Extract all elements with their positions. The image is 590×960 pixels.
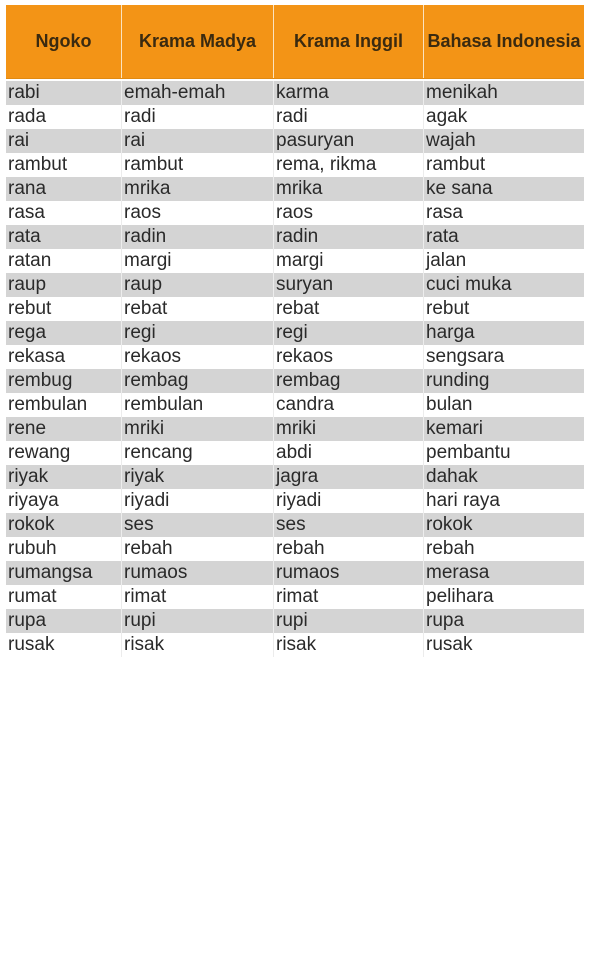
krama-madya-cell: risak xyxy=(122,633,274,657)
krama-madya-cell: rupi xyxy=(122,609,274,633)
bahasa-indonesia-cell: menikah xyxy=(426,82,498,103)
ngoko-cell: rega xyxy=(6,321,122,345)
bahasa-indonesia-cell: rokok xyxy=(426,514,473,535)
bahasa-indonesia-cell: rambut xyxy=(426,154,486,175)
bahasa-indonesia-cell: dahak xyxy=(426,466,478,487)
ngoko-cell: rembug xyxy=(6,369,122,393)
krama-inggil-cell: ses xyxy=(274,513,424,537)
table-row xyxy=(6,153,584,177)
bahasa-indonesia-cell: rusak xyxy=(426,634,473,655)
krama-madya-cell: rimat xyxy=(122,585,274,609)
bahasa-indonesia-cell: harga xyxy=(426,322,475,343)
bahasa-indonesia-cell: ke sana xyxy=(426,178,493,199)
krama-madya-cell: rebah xyxy=(122,537,274,561)
krama-inggil-cell: risak xyxy=(274,633,424,657)
ngoko-cell: rebut xyxy=(6,297,122,321)
krama-inggil-cell: abdi xyxy=(274,441,424,465)
krama-inggil-cell: rekaos xyxy=(274,345,424,369)
krama-inggil-cell: jagra xyxy=(274,465,424,489)
bahasa-indonesia-cell: merasa xyxy=(426,562,490,583)
table-row xyxy=(6,129,584,153)
bahasa-indonesia-cell: pembantu xyxy=(426,442,511,463)
krama-inggil-cell: riyadi xyxy=(274,489,424,513)
krama-inggil-cell: margi xyxy=(274,249,424,273)
header-bahasa-indonesia: Bahasa Indonesia xyxy=(427,31,581,51)
table-row xyxy=(6,321,584,345)
krama-madya-cell: rembag xyxy=(122,369,274,393)
bahasa-indonesia-cell: hari raya xyxy=(426,490,500,511)
krama-madya-cell: rai xyxy=(122,129,274,153)
krama-madya-cell: rembulan xyxy=(122,393,274,417)
table-row xyxy=(6,633,584,657)
ngoko-cell: rada xyxy=(6,105,122,129)
header-ngoko: Ngoko xyxy=(6,5,122,78)
ngoko-cell: raup xyxy=(6,273,122,297)
krama-madya-cell: rencang xyxy=(122,441,274,465)
krama-inggil-cell: regi xyxy=(274,321,424,345)
krama-madya-cell: radi xyxy=(122,105,274,129)
table-row xyxy=(6,585,584,609)
krama-madya-cell: rumaos xyxy=(122,561,274,585)
krama-inggil-cell: karma xyxy=(274,81,424,105)
bahasa-indonesia-cell: sengsara xyxy=(426,346,505,367)
krama-inggil-cell: rema, rikma xyxy=(274,153,424,177)
ngoko-cell: rambut xyxy=(6,153,122,177)
krama-inggil-cell: radin xyxy=(274,225,424,249)
bahasa-indonesia-cell: rebah xyxy=(426,538,475,559)
krama-inggil-cell: rumaos xyxy=(274,561,424,585)
table-row xyxy=(6,393,584,417)
krama-madya-cell: regi xyxy=(122,321,274,345)
krama-madya-cell: raup xyxy=(122,273,274,297)
ngoko-cell: ratan xyxy=(6,249,122,273)
krama-inggil-cell: rembag xyxy=(274,369,424,393)
header-krama-inggil: Krama Inggil xyxy=(274,5,424,78)
table-row xyxy=(6,537,584,561)
table-body xyxy=(6,81,584,657)
krama-inggil-cell: rebat xyxy=(274,297,424,321)
bahasa-indonesia-cell: rasa xyxy=(426,202,463,223)
krama-inggil-cell: rupi xyxy=(274,609,424,633)
ngoko-cell: rubuh xyxy=(6,537,122,561)
table-row xyxy=(6,297,584,321)
table-row xyxy=(6,489,584,513)
bahasa-indonesia-cell: rupa xyxy=(426,610,465,631)
bahasa-indonesia-cell: bulan xyxy=(426,394,473,415)
ngoko-cell: rokok xyxy=(6,513,122,537)
krama-inggil-cell: mrika xyxy=(274,177,424,201)
vocabulary-table xyxy=(6,5,584,657)
krama-madya-cell: rebat xyxy=(122,297,274,321)
table-row xyxy=(6,369,584,393)
header-krama-madya: Krama Madya xyxy=(122,5,274,78)
krama-madya-cell: margi xyxy=(122,249,274,273)
krama-inggil-cell: rebah xyxy=(274,537,424,561)
krama-inggil-cell: raos xyxy=(274,201,424,225)
krama-inggil-cell: radi xyxy=(274,105,424,129)
krama-madya-cell: riyak xyxy=(122,465,274,489)
krama-madya-cell: rekaos xyxy=(122,345,274,369)
table-row xyxy=(6,81,584,105)
krama-inggil-cell: candra xyxy=(274,393,424,417)
ngoko-cell: rembulan xyxy=(6,393,122,417)
bahasa-indonesia-cell: wajah xyxy=(426,130,476,151)
krama-madya-cell: emah-emah xyxy=(122,81,274,105)
krama-madya-cell: mriki xyxy=(122,417,274,441)
bahasa-indonesia-cell: runding xyxy=(426,370,490,391)
ngoko-cell: rusak xyxy=(6,633,122,657)
bahasa-indonesia-cell: cuci muka xyxy=(426,274,512,295)
ngoko-cell: rene xyxy=(6,417,122,441)
ngoko-cell: rabi xyxy=(6,81,122,105)
bahasa-indonesia-cell: kemari xyxy=(426,418,484,439)
table-header xyxy=(6,5,584,79)
table-row xyxy=(6,249,584,273)
table-row xyxy=(6,273,584,297)
bahasa-indonesia-cell: jalan xyxy=(426,250,467,271)
ngoko-cell: rupa xyxy=(6,609,122,633)
krama-madya-cell: mrika xyxy=(122,177,274,201)
krama-inggil-cell: suryan xyxy=(274,273,424,297)
table-row xyxy=(6,465,584,489)
table-row xyxy=(6,201,584,225)
table-row xyxy=(6,225,584,249)
ngoko-cell: rewang xyxy=(6,441,122,465)
krama-madya-cell: ses xyxy=(122,513,274,537)
bahasa-indonesia-cell: rata xyxy=(426,226,459,247)
krama-inggil-cell: rimat xyxy=(274,585,424,609)
bahasa-indonesia-cell: agak xyxy=(426,106,468,127)
ngoko-cell: riyaya xyxy=(6,489,122,513)
krama-madya-cell: riyadi xyxy=(122,489,274,513)
ngoko-cell: rana xyxy=(6,177,122,201)
ngoko-cell: rata xyxy=(6,225,122,249)
table-row xyxy=(6,177,584,201)
table-row xyxy=(6,417,584,441)
table-row xyxy=(6,345,584,369)
table-row xyxy=(6,441,584,465)
ngoko-cell: rasa xyxy=(6,201,122,225)
table-row xyxy=(6,561,584,585)
krama-inggil-cell: mriki xyxy=(274,417,424,441)
krama-madya-cell: radin xyxy=(122,225,274,249)
bahasa-indonesia-cell: pelihara xyxy=(426,586,494,607)
ngoko-cell: riyak xyxy=(6,465,122,489)
krama-madya-cell: raos xyxy=(122,201,274,225)
bahasa-indonesia-cell: rebut xyxy=(426,298,470,319)
table-row xyxy=(6,609,584,633)
krama-inggil-cell: pasuryan xyxy=(274,129,424,153)
table-row xyxy=(6,105,584,129)
ngoko-cell: rai xyxy=(6,129,122,153)
table-row xyxy=(6,513,584,537)
ngoko-cell: rumat xyxy=(6,585,122,609)
krama-madya-cell: rambut xyxy=(122,153,274,177)
ngoko-cell: rumangsa xyxy=(6,561,122,585)
ngoko-cell: rekasa xyxy=(6,345,122,369)
